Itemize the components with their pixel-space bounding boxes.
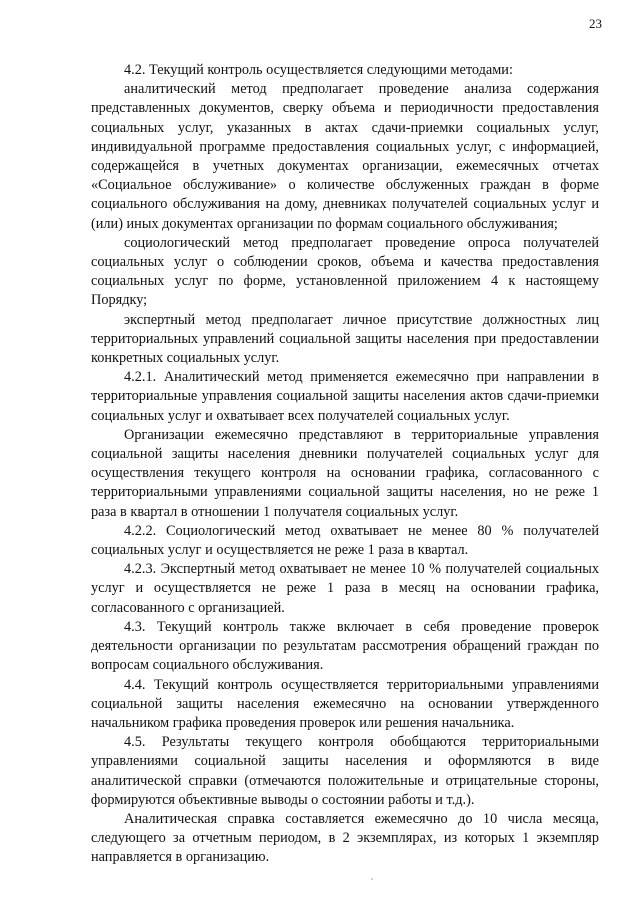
document-body [91, 61, 599, 868]
paragraph-4-4: 4.4. Текущий контроль осуществляется территориальными управлениями социальной защиты населения ежемесячно на основании утвержденного начальником графика проведения проверок или решения начальника. [91, 676, 599, 731]
paragraph-analytic-method: аналитический метод предполагает проведение анализа содержания представленных документов, сверку объема и периодичности предоставления социальных услуг, указанных в актах сдачи-приемки социальных услуг, индивидуальной программе предоставления социальных услуг, с информацией, содержащейся в учетных документах организации, ежемесячных отчетах «Социальное обслуживание» о количестве обслуженных граждан в форме социального обслуживания на дому, дневниках получателей социальных услуг и (или) иных документах организации по формам социального обслуживания; [91, 81, 599, 232]
page-number: 23 [589, 16, 602, 31]
paragraph-4-5: 4.5. Результаты текущего контроля обобщаются территориальными управлениями социальной защиты населения и оформляются в виде аналитической справки (отмечаются положительные и отрицательные стороны, формируются объективные выводы о состоянии работы и т.д.). [91, 734, 599, 808]
paragraph-analytic-report: Аналитическая справка составляется ежемесячно до 10 числа месяца, следующего за отчетным периодом, в 2 экземплярах, из которых 1 экземпляр направляется в организацию. [91, 810, 599, 866]
paragraph-4-2-2: 4.2.2. Социологический метод охватывает не менее 80 % получателей социальных услуг и осуществляется не реже 1 раза в квартал. [91, 522, 599, 559]
paragraph-4-3: 4.3. Текущий контроль также включает в себя проведение проверок деятельности организации по результатам рассмотрения обращений граждан по вопросам социального обслуживания. [91, 618, 599, 674]
paragraph-expert-method: экспертный метод предполагает личное присутствие должностных лиц территориальных управлений социальной защиты населения при предоставлении конкретных социальных услуг. [91, 311, 599, 367]
paragraph-organizations-monthly: Организации ежемесячно представляют в территориальные управления социальной защиты населения дневники получателей социальных услуг для осуществления текущего контроля на основании графика, согласованного с территориальными управлениями социальной защиты населения, но не реже 1 раза в квартал в отношении 1 получателя социальных услуг. [91, 426, 599, 520]
paragraph-4-2-1: 4.2.1. Аналитический метод применяется ежемесячно при направлении в территориальные управления социальной защиты населения актов сдачи-приемки социальных услуг и охватывает всех получателей социальных услуг. [91, 369, 599, 424]
scan-speck [371, 878, 373, 880]
paragraph-4-2-3: 4.2.3. Экспертный метод охватывает не менее 10 % получателей социальных услуг и осуществляется не реже 1 раза в месяц на основании графика, согласованного с организацией. [91, 561, 599, 616]
paragraph-4-2: 4.2. Текущий контроль осуществляется следующими методами: [124, 62, 513, 78]
paragraph-sociological-method: социологический метод предполагает проведение опроса получателей социальных услуг о соблюдении сроков, объема и качества предоставления социальных услуг по форме, установленной приложением 4 к настоящему Порядку; [91, 234, 599, 309]
